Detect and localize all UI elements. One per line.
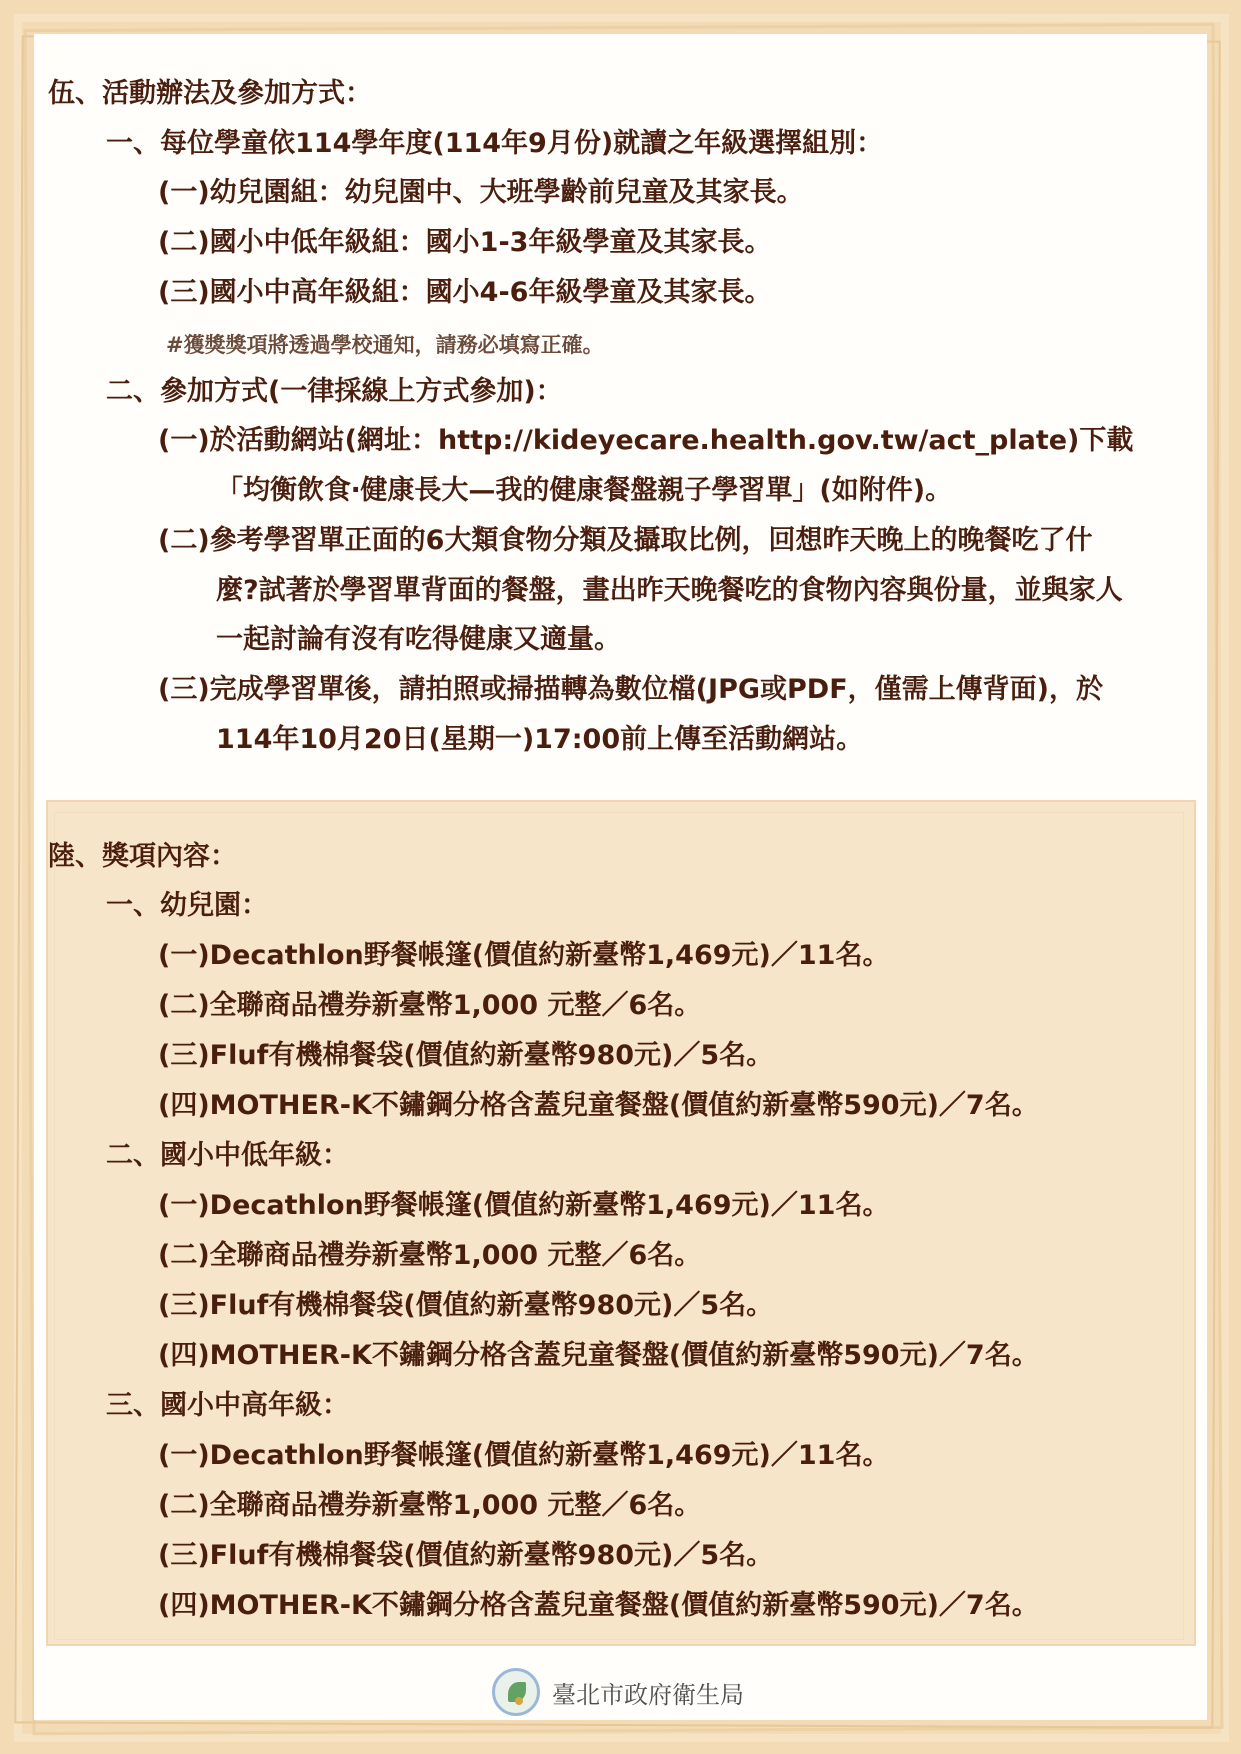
list-item: (二)參考學習單正面的6大類食物分類及攝取比例，回想昨天晚上的晚餐吃了什 — [158, 525, 1093, 556]
award-group-title: 三、國小中高年級： — [106, 1390, 349, 1421]
prize-item: (一)Decathlon野餐帳篷(價值約新臺幣1,469元)／11名。 — [158, 1190, 890, 1221]
subsection-title: 二、參加方式(一律採線上方式參加)： — [106, 376, 563, 407]
prize-item: (一)Decathlon野餐帳篷(價值約新臺幣1,469元)／11名。 — [158, 1440, 890, 1471]
list-item: (一)幼兒園組：幼兒園中、大班學齡前兒童及其家長。 — [158, 177, 804, 208]
award-group-title: 二、國小中低年級： — [106, 1140, 349, 1171]
list-item-continuation: 麼?試著於學習單背面的餐盤，畫出昨天晚餐吃的食物內容與份量，並與家人 — [216, 575, 1123, 606]
prize-item: (三)Fluf有機棉餐袋(價值約新臺幣980元)／5名。 — [158, 1290, 774, 1321]
footer — [492, 1665, 744, 1719]
note-text: #獲獎獎項將透過學校通知，請務必填寫正確。 — [166, 333, 604, 357]
health-department-logo-icon — [492, 1668, 540, 1716]
prize-item: (二)全聯商品禮券新臺幣1,000 元整／6名。 — [158, 1240, 702, 1271]
subsection-title: 一、每位學童依114學年度(114年9月份)就讀之年級選擇組別： — [106, 128, 884, 159]
prize-item: (四)MOTHER-K不鏽鋼分格含蓋兒童餐盤(價值約新臺幣590元)／7名。 — [158, 1590, 1039, 1621]
list-item-continuation: 一起討論有沒有吃得健康又適量。 — [216, 624, 621, 655]
prize-item: (三)Fluf有機棉餐袋(價值約新臺幣980元)／5名。 — [158, 1540, 774, 1571]
prize-item: (二)全聯商品禮券新臺幣1,000 元整／6名。 — [158, 990, 702, 1021]
prize-item: (四)MOTHER-K不鏽鋼分格含蓋兒童餐盤(價值約新臺幣590元)／7名。 — [158, 1090, 1039, 1121]
prize-item: (四)MOTHER-K不鏽鋼分格含蓋兒童餐盤(價值約新臺幣590元)／7名。 — [158, 1340, 1039, 1371]
prize-item: (三)Fluf有機棉餐袋(價值約新臺幣980元)／5名。 — [158, 1040, 774, 1071]
list-item: (三)完成學習單後，請拍照或掃描轉為數位檔(JPG或PDF，僅需上傳背面)，於 — [158, 674, 1103, 705]
list-item-continuation: 114年10月20日(星期一)17:00前上傳至活動網站。 — [216, 724, 864, 755]
prize-item: (二)全聯商品禮券新臺幣1,000 元整／6名。 — [158, 1490, 702, 1521]
section-heading-awards: 陸、獎項內容： — [48, 841, 237, 872]
list-item: (二)國小中低年級組：國小1-3年級學童及其家長。 — [158, 227, 772, 258]
organization-name: 臺北市政府衛生局 — [552, 1680, 744, 1709]
prize-item: (一)Decathlon野餐帳篷(價值約新臺幣1,469元)／11名。 — [158, 940, 890, 971]
list-item: (一)於活動網站(網址：http://kideyecare.health.gov.tw/act_plate)下載 — [158, 425, 1134, 456]
list-item: (三)國小中高年級組：國小4-6年級學童及其家長。 — [158, 277, 772, 308]
list-item-continuation: 「均衡飲食‧健康長大—我的健康餐盤親子學習單」(如附件)。 — [216, 475, 953, 506]
section-heading-activity: 伍、活動辦法及參加方式： — [48, 78, 372, 109]
award-group-title: 一、幼兒園： — [106, 890, 268, 921]
